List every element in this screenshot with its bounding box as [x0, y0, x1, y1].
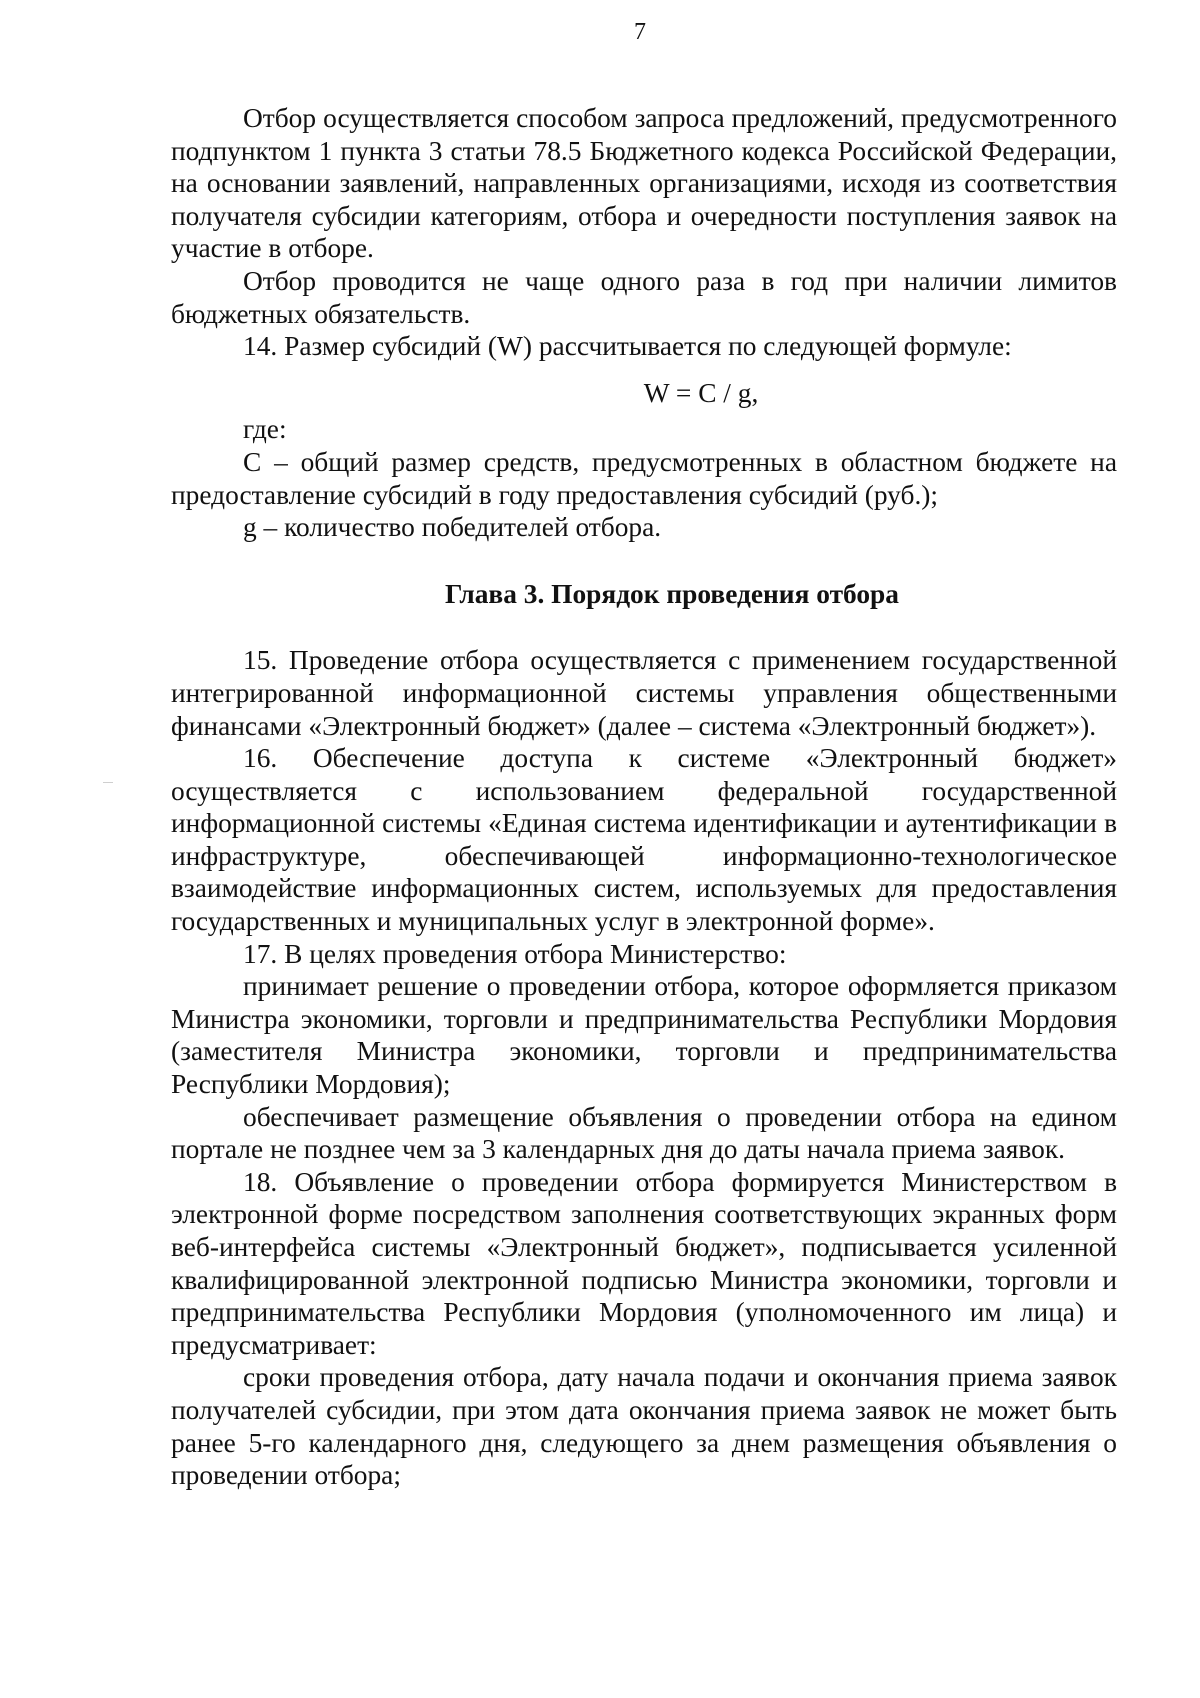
page-number: 7: [634, 19, 646, 45]
paragraph-18-deadlines: сроки проведения отбора, дату начала подачи и окончания приема заявок получателей субсидии, при этом дата окончания приема заявок не может быть ранее 5-го календарного дня, следующего за днем размещения объявления о проведении отбора;: [171, 1362, 1117, 1491]
paragraph-16: 16. Обеспечение доступа к системе «Электронный бюджет» осуществляется с использованием федеральной государственной информационной системы «Единая система идентификации и аутентификации в инфраструктуре, обеспечивающей информационно-технологическое взаимодействие информационных систем, используемых для предоставления государственных и муниципальных услуг в электронной форме».: [171, 743, 1117, 937]
paragraph-selection-method: Отбор осуществляется способом запроса предложений, предусмотренного подпунктом 1 пункта 3 статьи 78.5 Бюджетного кодекса Российской Федерации, на основании заявлений, направленных организациями, исходя из соответствия получателя субсидии категориям, отбора и очередности поступления заявок на участие в отборе.: [171, 103, 1117, 264]
paragraph-c-definition: С – общий размер средств, предусмотренных в областном бюджете на предоставление субсидий в году предоставления субсидий (руб.);: [171, 446, 1117, 510]
paragraph-14: 14. Размер субсидий (W) рассчитывается по следующей формуле:: [243, 331, 1012, 362]
paragraph-selection-frequency: Отбор проводится не чаще одного раза в год при наличии лимитов бюджетных обязательств.: [171, 265, 1117, 329]
paragraph-17: 17. В целях проведения отбора Министерство:: [243, 938, 787, 969]
scan-mark: [103, 782, 113, 783]
paragraph-17-announcement: обеспечивает размещение объявления о проведении отбора на едином портале не позднее чем за 3 календарных дня до даты начала приема заявок.: [171, 1101, 1117, 1165]
paragraph-15: 15. Проведение отбора осуществляется с применением государственной интегрированной информационной системы управления общественными финансами «Электронный бюджет» (далее – система «Электронный бюджет»).: [171, 645, 1117, 741]
paragraph-18: 18. Объявление о проведении отбора формируется Министерством в электронной форме посредством заполнения соответствующих экранных форм веб-интерфейса системы «Электронный бюджет», подписывается усиленной квалифицированной электронной подписью Министра экономики, торговли и предпринимательства Республики Мордовия (уполномоченного им лица) и предусматривает:: [171, 1166, 1117, 1360]
paragraph-g-definition: g – количество победителей отбора.: [243, 512, 662, 543]
chapter-heading: Глава 3. Порядок проведения отбора: [445, 578, 899, 609]
paragraph-where: где:: [243, 414, 287, 445]
formula: W = C / g,: [643, 377, 759, 408]
paragraph-17-decision: принимает решение о проведении отбора, которое оформляется приказом Министра экономики, торговли и предпринимательства Республики Мордовия (заместителя Министра экономики, торговли и предпринимательства Республики Мордовия);: [171, 971, 1117, 1100]
document-body: [171, 102, 1117, 1492]
